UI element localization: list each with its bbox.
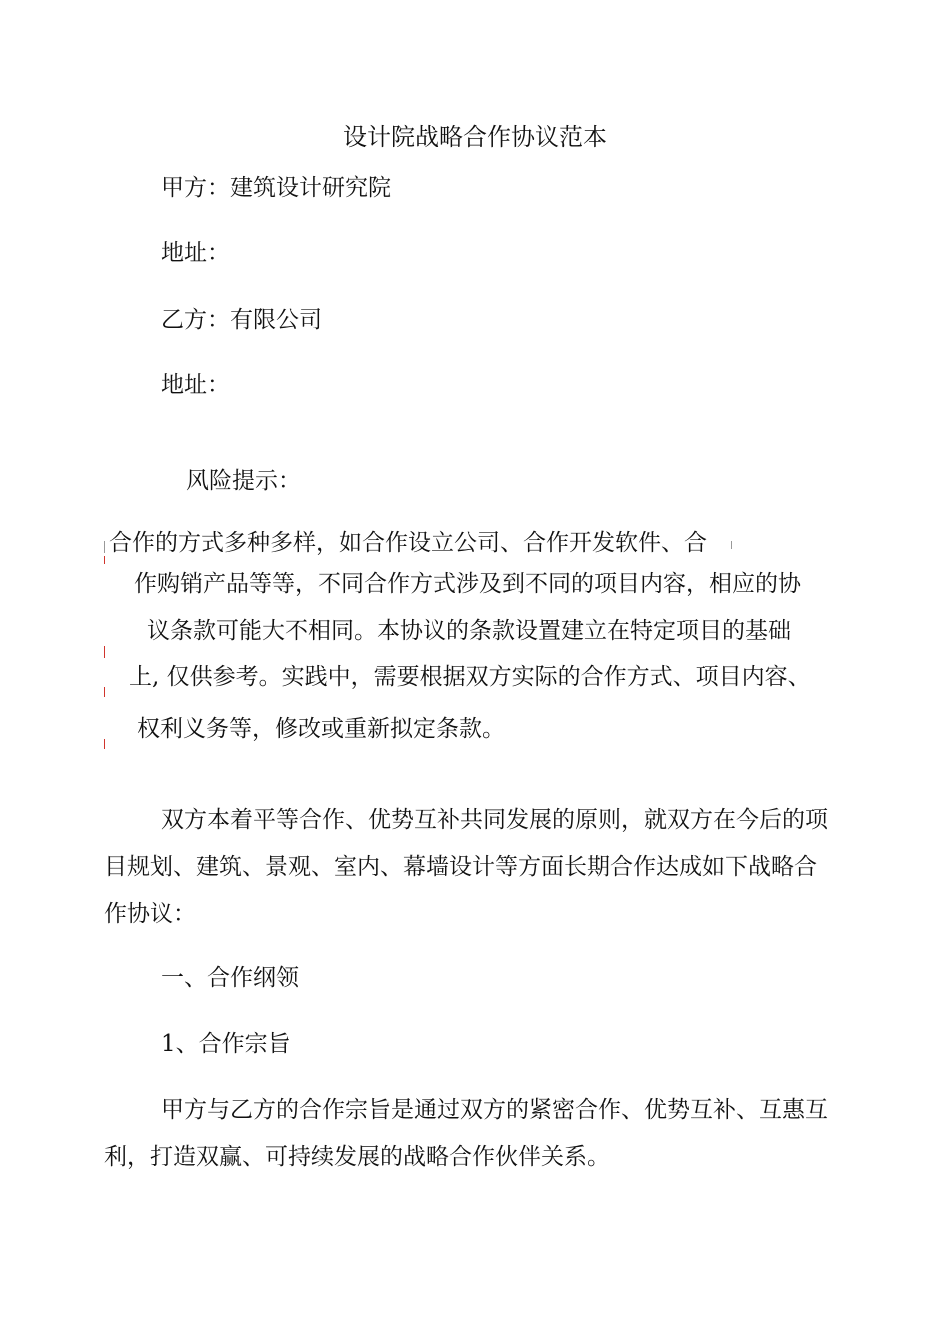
address-a: 地址：	[161, 240, 230, 266]
intro-line-1: 双方本着平等合作、优势互补共同发展的原则，就双方在今后的项	[161, 807, 828, 833]
risk-line-4: 上, 仅供参考。实践中，需要根据双方实际的合作方式、项目内容、	[129, 664, 811, 690]
risk-box-mark-3	[104, 687, 105, 697]
risk-line-2: 作购销产品等等，不同合作方式涉及到不同的项目内容，相应的协	[134, 571, 801, 597]
party-a: 甲方：建筑设计研究院	[161, 175, 391, 201]
purpose-line-2: 利，打造双赢、可持续发展的战略合作伙伴关系。	[104, 1144, 610, 1170]
risk-line-1: 合作的方式多种多样，如合作设立公司、合作开发软件、合	[109, 530, 707, 556]
subsection-heading-1: 1、合作宗旨	[161, 1031, 291, 1057]
risk-box-mark-4	[104, 739, 105, 749]
risk-box-corner-left	[104, 541, 105, 553]
risk-box-mark-1	[104, 556, 105, 564]
address-b: 地址：	[161, 372, 230, 398]
risk-line-5: 权利义务等，修改或重新拟定条款。	[137, 716, 505, 742]
section-heading-1: 一、合作纲领	[161, 965, 299, 991]
risk-box-mark-2	[104, 646, 105, 658]
party-b: 乙方：有限公司	[161, 307, 322, 333]
risk-line-3: 议条款可能大不相同。本协议的条款设置建立在特定项目的基础	[147, 618, 791, 644]
risk-box-corner-right	[731, 541, 732, 549]
intro-line-3: 作协议：	[104, 901, 196, 927]
risk-heading: 风险提示：	[186, 468, 301, 494]
purpose-line-1: 甲方与乙方的合作宗旨是通过双方的紧密合作、优势互补、互惠互	[161, 1097, 828, 1123]
intro-line-2: 目规划、建筑、景观、室内、幕墙设计等方面长期合作达成如下战略合	[104, 854, 817, 880]
document-title: 设计院战略合作协议范本	[343, 123, 607, 151]
